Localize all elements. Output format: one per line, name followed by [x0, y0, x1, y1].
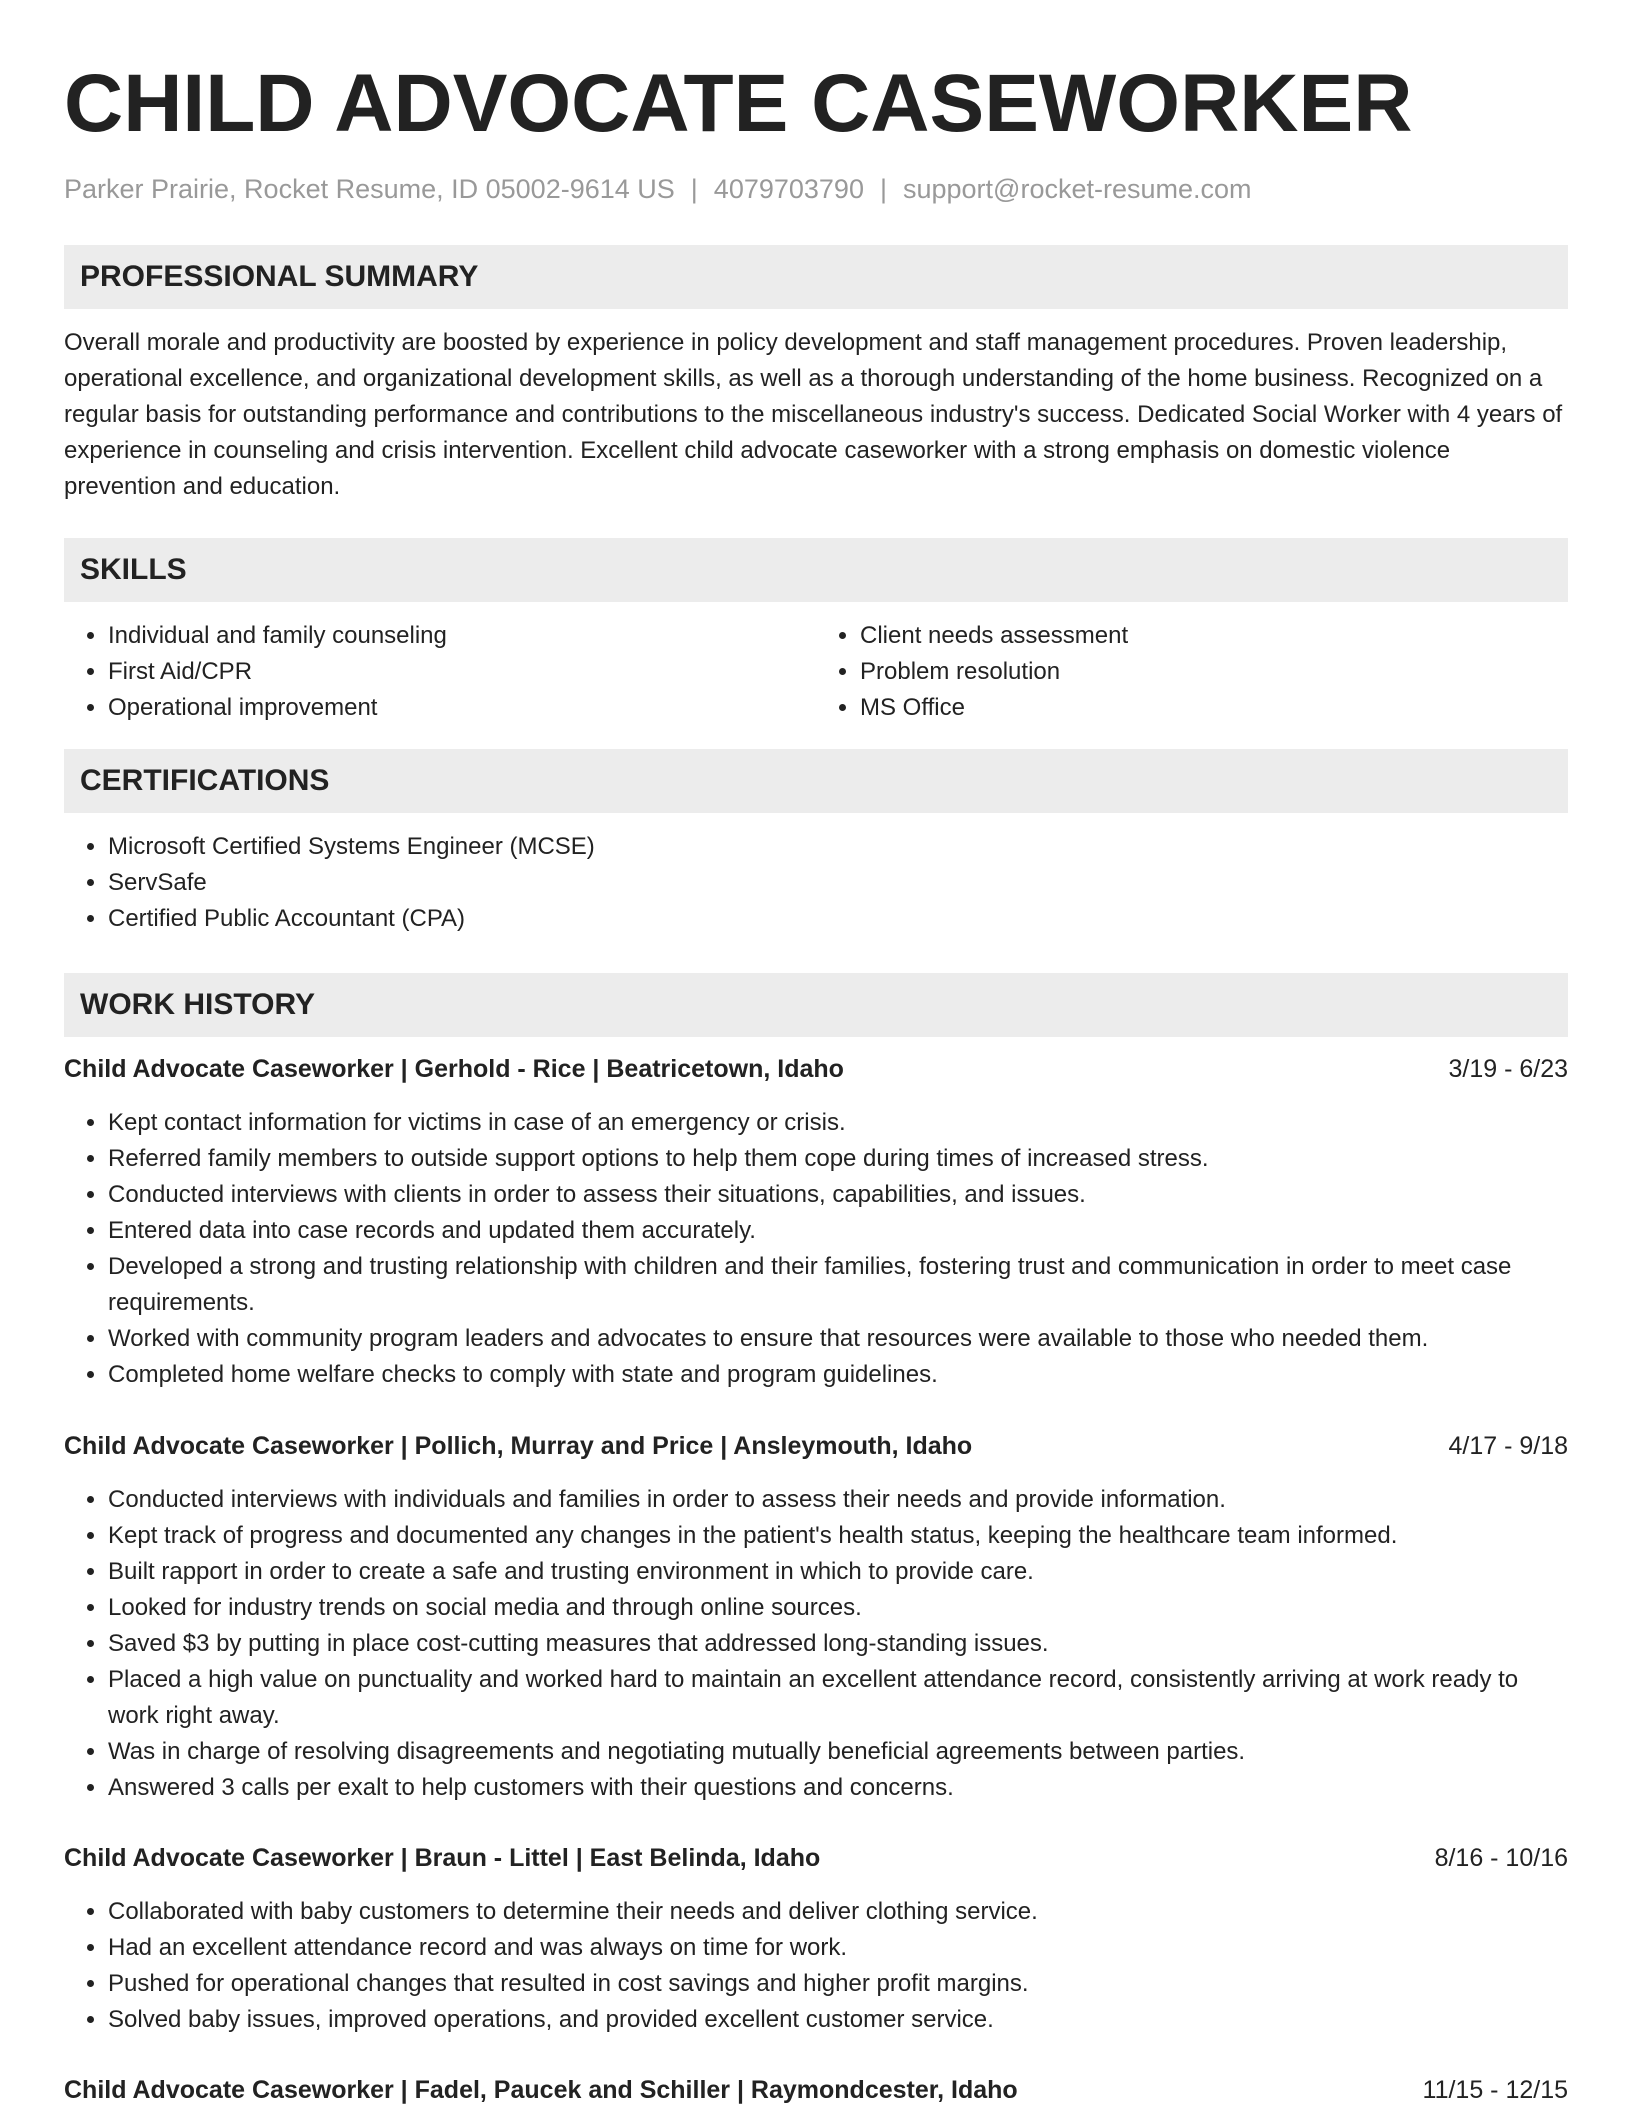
job-bullets [64, 1105, 1568, 1393]
job-bullet: • Developed a strong and trusting relationship with children and their families, fostering trust and communication in order to meet case requirements. [108, 1249, 1568, 1321]
job-bullet: • Placed a high value on punctuality and worked hard to maintain an excellent attendance record, consistently arriving at work ready to work right away. [108, 1662, 1568, 1734]
contact-line [64, 172, 1568, 206]
job-header [64, 1428, 1568, 1464]
skill-item: • Individual and family counseling [108, 618, 816, 654]
job-header [64, 1051, 1568, 1087]
summary-text: Overall morale and productivity are boosted by experience in policy development and staff management procedures. Proven leadership, operational excellence, and organizational development skills, as well as a thorough understanding of the home business. Recognized on a regular basis for outstanding performance and contributions to the miscellaneous industry's success. Dedicated Social Worker with 4 years of experience in counseling and crisis intervention. Excellent child advocate caseworker with a strong emphasis on domestic violence prevention and education. [64, 329, 1563, 500]
skills-right-column [816, 618, 1568, 726]
contact-phone: 4079703790 [713, 174, 864, 204]
resume-page [64, 0, 1568, 2108]
job-bullet: • Pushed for operational changes that resulted in cost savings and higher profit margins. [108, 1966, 1568, 2002]
skill-item: • Client needs assessment [860, 618, 1568, 654]
contact-separator: | [690, 174, 698, 204]
job-bullet: • Solved baby issues, improved operations, and provided excellent customer service. [108, 2002, 1568, 2038]
skills-left-column [64, 618, 816, 726]
job-bullet: • Kept track of progress and documented any changes in the patient's health status, keeping the healthcare team informed. [108, 1518, 1568, 1554]
job-entry [64, 1840, 1568, 2038]
job-entry [64, 1051, 1568, 1393]
job-bullet: • Conducted interviews with individuals and families in order to assess their needs and provide information. [108, 1482, 1568, 1518]
job-bullet: • Had an excellent attendance record and was always on time for work. [108, 1930, 1568, 1966]
skills-grid [64, 618, 1568, 726]
skill-item: • First Aid/CPR [108, 654, 816, 690]
skill-item: • Operational improvement [108, 690, 816, 726]
job-header [64, 1840, 1568, 1876]
contact-address: Parker Prairie, Rocket Resume, ID 05002-9614 US [64, 174, 675, 204]
job-bullet: • Was in charge of resolving disagreements and negotiating mutually beneficial agreements between parties. [108, 1734, 1568, 1770]
job-title: Child Advocate Caseworker | Pollich, Murray and Price | Ansleymouth, Idaho [64, 1432, 973, 1460]
skills-heading: SKILLS [64, 538, 1568, 602]
job-dates: 4/17 - 9/18 [1448, 1432, 1568, 1460]
job-dates: 3/19 - 6/23 [1448, 1055, 1568, 1083]
job-bullet: • Completed home welfare checks to comply with state and program guidelines. [108, 1357, 1568, 1393]
skill-item: • MS Office [860, 690, 1568, 726]
job-header [64, 2072, 1568, 2108]
resume-name: CHILD ADVOCATE CASEWORKER [64, 58, 1413, 149]
job-bullet: • Answered 3 calls per exalt to help customers with their questions and concerns. [108, 1770, 1568, 1806]
job-bullet: • Collaborated with baby customers to determine their needs and deliver clothing service. [108, 1894, 1568, 1930]
certification-item: • ServSafe [108, 865, 1568, 901]
job-bullet: • Saved $3 by putting in place cost-cutting measures that addressed long-standing issues. [108, 1626, 1568, 1662]
job-title: Child Advocate Caseworker | Fadel, Paucek and Schiller | Raymondcester, Idaho [64, 2076, 1018, 2104]
job-dates: 11/15 - 12/15 [1422, 2076, 1568, 2104]
certification-item: • Certified Public Accountant (CPA) [108, 901, 1568, 937]
job-bullet: • Referred family members to outside support options to help them cope during times of increased stress. [108, 1141, 1568, 1177]
summary-heading: PROFESSIONAL SUMMARY [64, 245, 1568, 309]
job-bullet: • Entered data into case records and updated them accurately. [108, 1213, 1568, 1249]
skill-item: • Problem resolution [860, 654, 1568, 690]
contact-email: support@rocket-resume.com [902, 174, 1252, 204]
job-bullet: • Conducted interviews with clients in order to assess their situations, capabilities, and issues. [108, 1177, 1568, 1213]
certifications-heading: CERTIFICATIONS [64, 749, 1568, 813]
job-bullets [64, 1482, 1568, 1806]
job-bullet: • Worked with community program leaders and advocates to ensure that resources were available to those who needed them. [108, 1321, 1568, 1357]
certification-item: • Microsoft Certified Systems Engineer (MCSE) [108, 829, 1568, 865]
job-bullets [64, 1894, 1568, 2038]
job-title: Child Advocate Caseworker | Braun - Littel | East Belinda, Idaho [64, 1844, 821, 1872]
job-bullet: • Looked for industry trends on social media and through online sources. [108, 1590, 1568, 1626]
job-bullet: • Kept contact information for victims in case of an emergency or crisis. [108, 1105, 1568, 1141]
job-dates: 8/16 - 10/16 [1434, 1844, 1568, 1872]
job-entry [64, 2072, 1568, 2108]
certifications-list [64, 829, 1568, 937]
work-history-heading: WORK HISTORY [64, 973, 1568, 1037]
contact-separator: | [879, 174, 887, 204]
job-title: Child Advocate Caseworker | Gerhold - Rice | Beatricetown, Idaho [64, 1055, 844, 1083]
job-entry [64, 1428, 1568, 1806]
job-bullet: • Built rapport in order to create a safe and trusting environment in which to provide care. [108, 1554, 1568, 1590]
